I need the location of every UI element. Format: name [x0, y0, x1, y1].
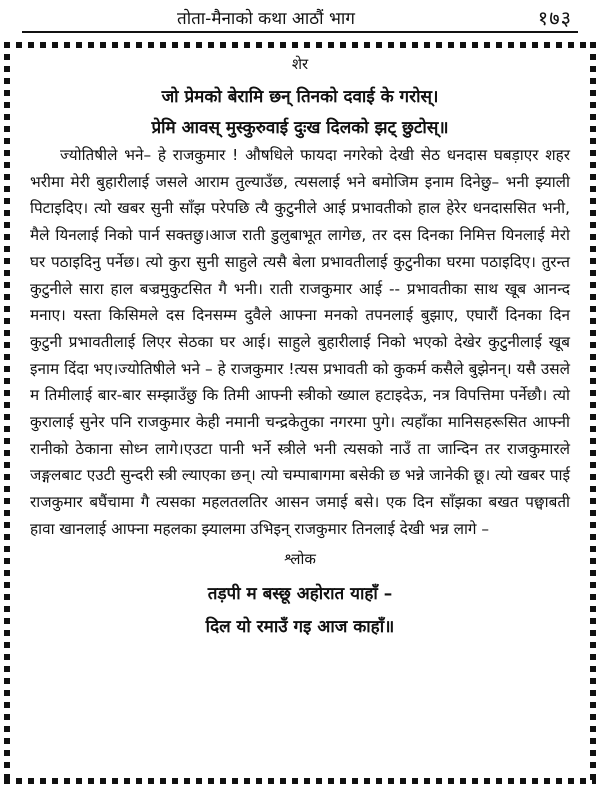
body-paragraph: ज्योतिषीले भने– हे राजकुमार ! औषधिले फायदा नगरेको देखी सेठ धनदास घबड़ाएर शहर भरीमा मेरी बुहारीलाई जसले आराम तुल्याउँछ, त्यसलाई भने बमोजिम इनाम दिनेछु– भनी झ्याली पिटाइदिए। त्यो खबर सुनी साँझ परेपछि त्यै कुटुनीले आई प्रभावतीको हाल हेरेर धनदाससित भनी, मैले यिनलाई निको पार्न सक्तछु।आज राती डुलुबाभूत लागेछ, तर दस दिनका निमित्त यिनलाई मेरो घर पठाइदिनु पर्नेछ। त्यो कुरा सुनी साहुले त्यसै बेला प्रभावतीलाई कुटुनीका घरमा पठाइदिए। तुरन्त कुटुनीले सारा हाल बज्रमुकुटसित गै भनी। राती राजकुमार आई -- प्रभावतीका साथ खूब आनन्द मनाए। यस्ता किसिमले दस दिनसम्म दुवैले आफ्ना मनको तपनलाई बुझाए, एघारौं दिनका दिन कुटुनी प्रभावतीलाई लिएर सेठका घर आई। साहुले बुहारीलाई निको भएको देखेर कुटुनीलाई खूब इनाम दिंदा भए।ज्योतिषीले भने – हे राजकुमार !त्यस प्रभावती को कुकर्म कसैले बुझेनन्। यसै उसले म तिमीलाई बार-बार सम्झाउँछु कि तिमी आफ्नी स्त्रीको ख्याल हटाइदेऊ, नत्र विपत्तिमा पर्नेछौ। त्यो कुरालाई सुनेर पनि राजकुमार केही नमानी चन्द्रकेतुका नगरमा पुगे। त्यहाँका मानिसहरूसित आफ्नी रानीको ठेकाना सोध्न लागे।एउटा पानी भर्ने स्त्रीले भनी त्यसको नाउँ ता जान्दिन तर राजकुमारले जङ्गलबाट एउटी सुन्दरी स्त्री ल्याएका छन्। त्यो चम्पाबागमा बसेकी छ भन्ने जानेकी छू। त्यो खबर पाई राजकुमार बघैंचामा गै त्यसका महलतलतिर आसन जमाई बसे। एक दिन साँझका बखत पछ्वाबती हावा खानलाई आफ्ना महलका झ्यालमा उभिइन् राजकुमार तिनलाई देखी भन्न लागे –	[30, 146, 570, 538]
header-rule	[22, 31, 578, 33]
frame-top	[4, 42, 596, 48]
page-title: तोता-मैनाको कथा आठौं भाग	[177, 9, 355, 29]
frame-left	[4, 42, 10, 784]
page-content	[30, 54, 570, 637]
shlok-line-1: तड़पी म बस्छू अहोरात याहाँ –	[207, 583, 393, 604]
page-header	[22, 4, 578, 28]
frame-bottom	[4, 778, 596, 784]
page-number: १७३	[537, 6, 572, 30]
verse-line-1: जो प्रेमको बेरामि छन् तिनको दवाई के गरोस्।	[161, 87, 439, 107]
shlok-line-2: दिल यो रमाउँ गइ आज काहाँ॥	[205, 616, 395, 637]
section-label-shlok: श्लोक	[284, 549, 316, 568]
frame-right	[590, 42, 596, 784]
verse-line-2: प्रेमि आवस् मुस्कुरुवाई दुःख दिलको झट् छुटोस्॥	[151, 118, 449, 138]
section-label-sher: शेर	[291, 55, 309, 73]
